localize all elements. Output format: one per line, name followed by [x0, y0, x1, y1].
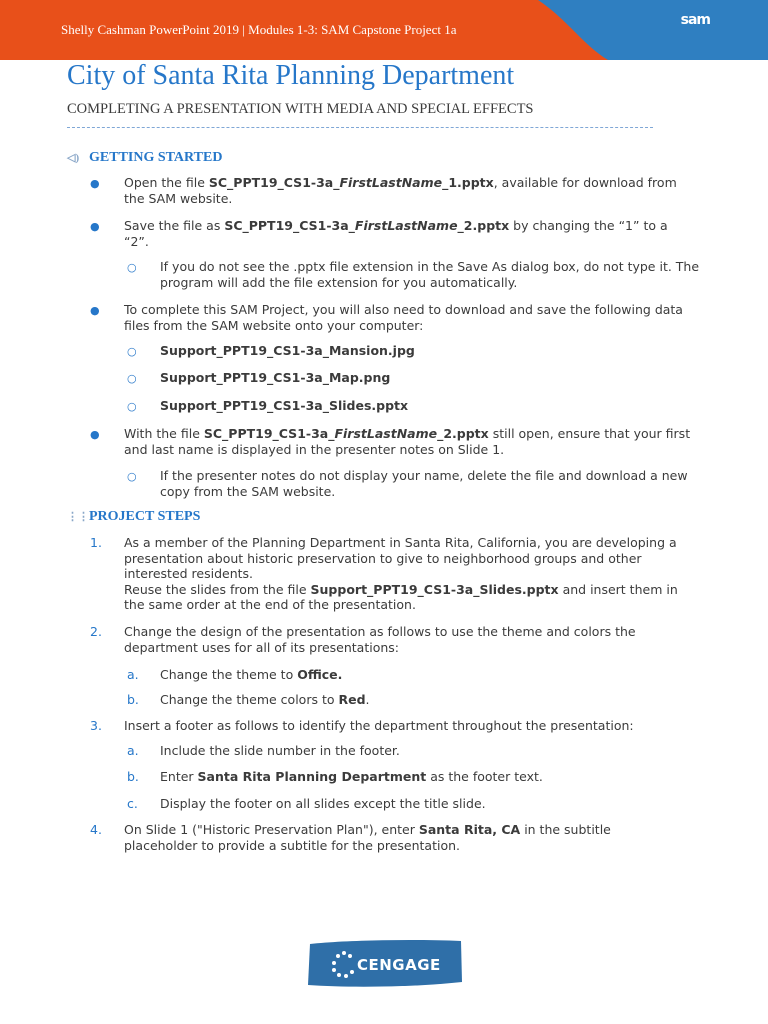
project-step-3c: Display the footer on all slides except the title slide. — [160, 796, 486, 811]
bullet-icon: ● — [90, 304, 100, 317]
steps-icon: ⋮⋮ — [67, 511, 89, 523]
project-step-3b: Enter Santa Rita Planning Department as the footer text. — [160, 769, 543, 784]
circle-bullet-icon: ○ — [127, 261, 137, 274]
step-number: 3. — [90, 718, 102, 733]
getting-started-item-4: With the file SC_PPT19_CS1-3a_FirstLastName_2.pptx still open, ensure that your first and last name is displayed in the presenter notes on Slide 1. — [124, 426, 691, 457]
circle-bullet-icon: ○ — [127, 470, 137, 483]
step-letter: b. — [127, 769, 139, 784]
banner-text: Shelly Cashman PowerPoint 2019 | Modules 1-3: SAM Capstone Project 1a — [61, 22, 457, 37]
circle-bullet-icon: ○ — [127, 345, 137, 358]
title-divider — [67, 127, 653, 128]
getting-started-item-4-note: If the presenter notes do not display your name, delete the file and download a new copy from the SAM website. — [160, 468, 688, 499]
project-step-2: Change the design of the presentation as follows to use the theme and colors the department uses for all of its presentations: — [124, 624, 636, 655]
getting-started-item-1: Open the file SC_PPT19_CS1-3a_FirstLastName_1.pptx, available for download from the SAM website. — [124, 175, 677, 206]
getting-started-item-3: To complete this SAM Project, you will also need to download and save the following data files from the SAM website onto your computer: — [124, 302, 683, 333]
getting-started-item-2: Save the file as SC_PPT19_CS1-3a_FirstLastName_2.pptx by changing the “1” to a “2”. — [124, 218, 668, 249]
project-step-1: As a member of the Planning Department in Santa Rita, California, you are developing a presentation about historic preservation to give to neighborhood groups and other interested residents. Reuse the slides from the file Support_PPT19_CS1-3a_Slides.pptx and insert them in the same order at the end of the presentation. — [124, 535, 678, 612]
step-letter: b. — [127, 692, 139, 707]
circle-bullet-icon: ○ — [127, 372, 137, 385]
data-file-1: Support_PPT19_CS1-3a_Mansion.jpg — [160, 343, 415, 358]
data-file-2: Support_PPT19_CS1-3a_Map.png — [160, 370, 391, 385]
cengage-logo-text: CENGAGE — [357, 956, 441, 974]
speaker-icon: ◁) — [67, 152, 80, 164]
circle-bullet-icon: ○ — [127, 400, 137, 413]
sam-logo: sam — [680, 12, 710, 28]
project-step-4: On Slide 1 ("Historic Preservation Plan"), enter Santa Rita, CA in the subtitle placeholder to provide a subtitle for the presentation. — [124, 822, 611, 853]
data-file-3: Support_PPT19_CS1-3a_Slides.pptx — [160, 398, 409, 413]
step-number: 1. — [90, 535, 102, 550]
bullet-icon: ● — [90, 220, 100, 233]
section-getting-started: ◁) GETTING STARTED — [67, 150, 223, 165]
project-step-2a: Change the theme to Office. — [160, 667, 343, 682]
step-letter: c. — [127, 796, 138, 811]
step-letter: a. — [127, 667, 139, 682]
getting-started-item-2-note: If you do not see the .pptx file extension in the Save As dialog box, do not type it. The program will add the file extension for you automatically. — [160, 259, 700, 290]
step-number: 2. — [90, 624, 102, 639]
header-banner — [0, 0, 768, 60]
document-subtitle: COMPLETING A PRESENTATION WITH MEDIA AND SPECIAL EFFECTS — [67, 101, 534, 117]
document-title: City of Santa Rita Planning Department — [67, 60, 515, 91]
banner-blue-swoosh — [538, 0, 768, 60]
section-project-steps: ⋮⋮PROJECT STEPS — [67, 509, 201, 524]
step-letter: a. — [127, 743, 139, 758]
bullet-icon: ● — [90, 428, 100, 441]
project-step-2b: Change the theme colors to Red. — [160, 692, 370, 707]
step-number: 4. — [90, 822, 102, 837]
project-step-3: Insert a footer as follows to identify the department throughout the presentation: — [124, 718, 634, 733]
bullet-icon: ● — [90, 177, 100, 190]
project-step-3a: Include the slide number in the footer. — [160, 743, 400, 758]
